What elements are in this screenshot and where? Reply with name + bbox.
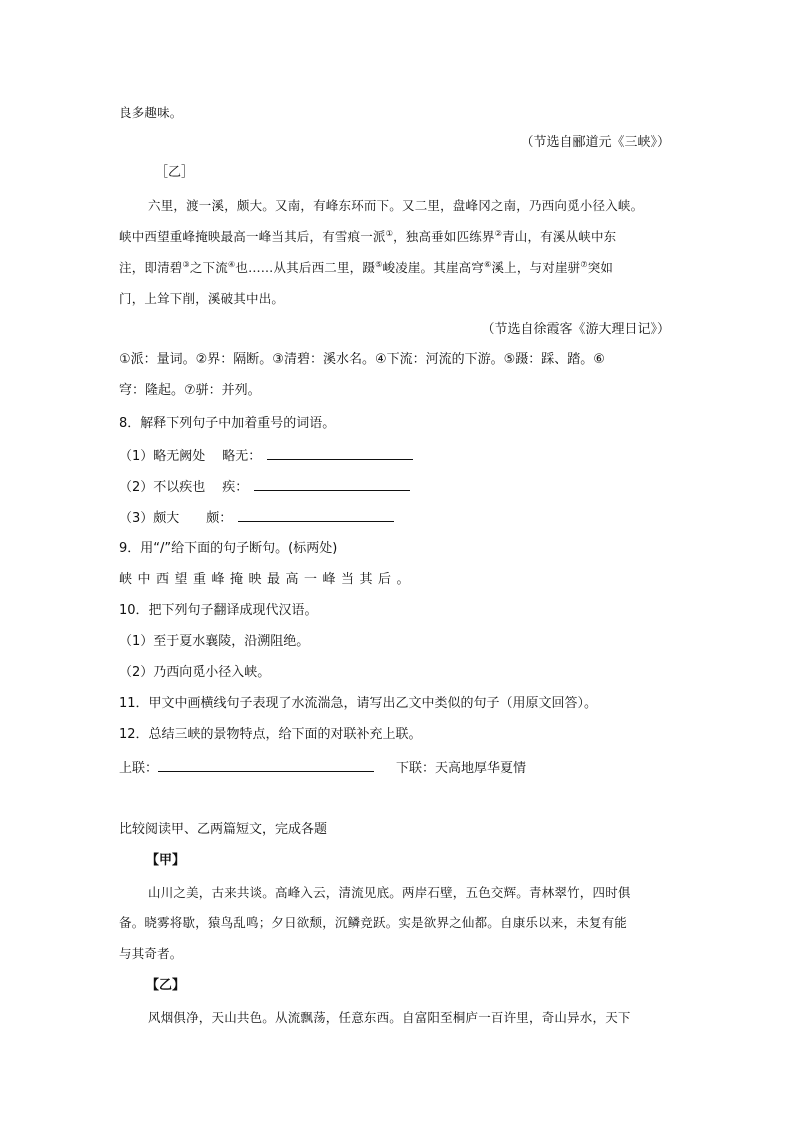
text-span: 之下流 xyxy=(189,260,228,275)
source-citation-b: （节选自徐霞客《游大理日记》） xyxy=(481,322,670,337)
passage-yi-line: 六里，渡一溪，颇大。又南，有峰东环而下。又二里，盘峰冈之南，乃西向觅小径入峡。 xyxy=(148,198,644,213)
lower-couplet: 下联：天高地厚华夏情 xyxy=(396,761,527,776)
question-text: （1）略无阙处 xyxy=(119,449,206,464)
footnote-marker: ⑦ xyxy=(580,259,588,269)
passage-yi-line xyxy=(119,227,616,247)
question-8-1 xyxy=(119,445,413,467)
passage-jia-line: 山川之美，古来共谈。高峰入云，清流见底。两岸石壁，五色交辉。青林翠竹，四时俱 xyxy=(148,885,631,900)
question-text: 略无： xyxy=(222,449,262,464)
question-text: （3）颇大 xyxy=(119,511,180,526)
text-span: 溪上，与对崖骈 xyxy=(491,260,581,275)
answer-blank[interactable] xyxy=(267,445,413,460)
text-line: 良多趣味。 xyxy=(119,105,183,120)
footnote-marker: ① xyxy=(385,228,394,238)
question-8-2 xyxy=(119,476,410,498)
couplet-line xyxy=(119,757,526,779)
upper-couplet-blank[interactable] xyxy=(158,757,374,772)
passage-jia-line: 与其奇者。 xyxy=(119,946,183,961)
footnote-marker: ③ xyxy=(182,259,190,269)
footnotes-line: 穹：隆起。⑦骈：并列。 xyxy=(119,383,261,398)
text-span: 峡中西望重峰掩映最高一峰当其后，有雪痕一派 xyxy=(119,229,386,244)
question-11: 11．甲文中画横线句子表现了水流湍急，请写出乙文中类似的句子（用原文回答）。 xyxy=(119,696,598,711)
text-span: 注，即清碧 xyxy=(119,260,183,275)
passage-yi-line: 门，上耸下削，溪破其中出。 xyxy=(119,291,285,306)
passage-jia-line: 备。晓雾将歇，猿鸟乱鸣；夕日欲颓，沉鳞竞跃。实是欲界之仙都。自康乐以来，未复有能 xyxy=(119,915,628,930)
question-8-3 xyxy=(119,507,394,529)
answer-blank[interactable] xyxy=(238,507,394,522)
question-9: 9．用“/”给下面的句子断句。(标两处) xyxy=(119,541,338,556)
text-span: 峻凌崖。其崖高穹 xyxy=(382,260,485,275)
label-yi: ［乙］ xyxy=(155,165,195,180)
question-10: 10．把下列句子翻译成现代汉语。 xyxy=(119,603,318,618)
footnote-marker: ⑥ xyxy=(484,259,492,269)
footnote-marker: ② xyxy=(494,228,503,238)
upper-couplet-label: 上联： xyxy=(119,761,159,776)
passage-yi-line xyxy=(119,258,613,278)
question-10-1: （1）至于夏水襄陵，沿溯阻绝。 xyxy=(119,634,310,649)
question-9-sentence: 峡中西望重峰掩映最高一峰当其后。 xyxy=(119,572,416,587)
footnotes-line: ①派：量词。②界：隔断。③清碧：溪水名。④下流：河流的下游。⑤蹑：踩、踏。⑥ xyxy=(119,352,605,367)
question-12: 12．总结三峡的景物特点，给下面的对联补充上联。 xyxy=(119,727,422,742)
question-10-2: （2）乃西向觅小径入峡。 xyxy=(119,665,271,680)
passage-yi2-line: 风烟俱净，天山共色。从流飘荡，任意东西。自富阳至桐庐一百许里，奇山异水，天下 xyxy=(148,1010,631,1025)
answer-blank[interactable] xyxy=(254,476,410,491)
section-intro: 比较阅读甲、乙两篇短文，完成各题 xyxy=(119,822,328,837)
text-span: 也……从其后西二里，蹑 xyxy=(235,260,376,275)
question-text: 疾： xyxy=(222,480,249,495)
text-span: 突如 xyxy=(587,260,614,275)
source-citation-a: （节选自郦道元《三峡》） xyxy=(520,135,670,150)
text-span: ，独高垂如匹练界 xyxy=(393,229,495,244)
text-span: 青山，有溪从峡中东 xyxy=(502,229,617,244)
footnote-marker: ⑤ xyxy=(375,259,383,269)
question-text: 颇： xyxy=(206,511,233,526)
label-yi-2: 【乙】 xyxy=(146,978,186,993)
footnote-marker: ④ xyxy=(228,259,236,269)
label-jia: 【甲】 xyxy=(146,853,186,868)
question-8: 8．解释下列句子中加着重号的词语。 xyxy=(119,416,336,431)
question-text: （2）不以疾也 xyxy=(119,480,206,495)
